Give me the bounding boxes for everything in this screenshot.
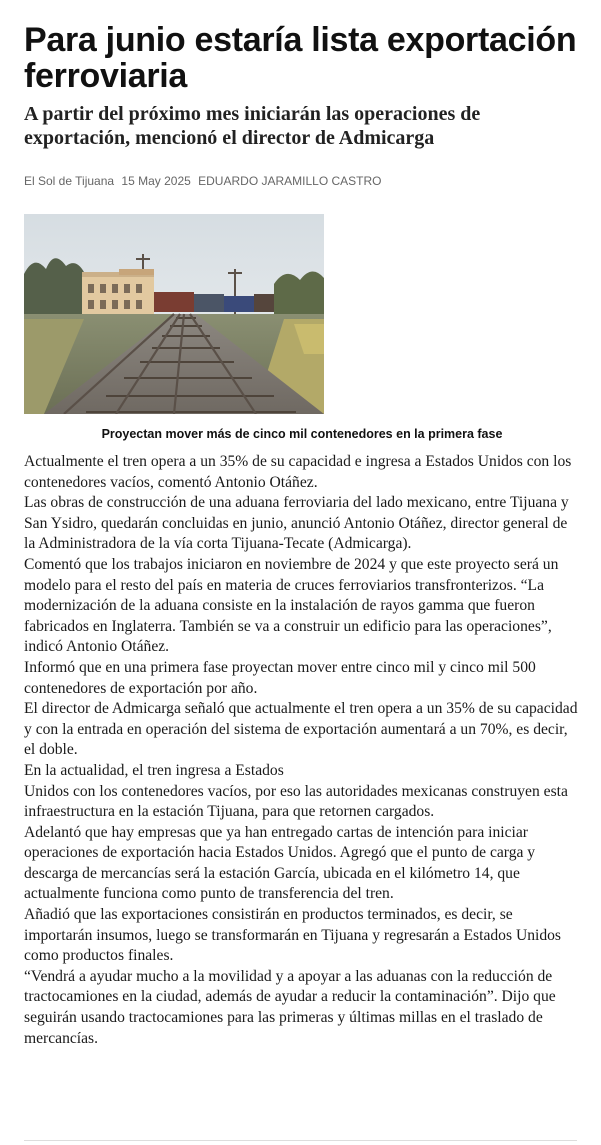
article-body [24,452,580,1049]
article-paragraph: “Vendrá a ayudar mucho a la movilidad y a apoyar a las aduanas con la reducción de tractocamiones en la ciudad, además de ayudar a reducir la contaminación”. Dijo que seguirán usando tractocamiones para las primeras y últimas millas en el traslado de mercancías. [24,967,556,1047]
article-paragraph: Adelantó que hay empresas que ya han entregado cartas de intención para iniciar operaciones de exportación hacia Estados Unidos. Agregó que el punto de carga y descarga de mercancías será la estación García, ubicada en el kilómetro 14, que actualmente funciona como punto de transferencia del tren. [24,823,536,903]
article-paragraph: El director de Admicarga señaló que actualmente el tren opera a un 35% de su capacidad y con la entrada en operación del sistema de exportación aumentará a un 70%, es decir, el doble. [24,700,578,759]
byline [24,174,382,188]
subheadline: A partir del próximo mes iniciarán las operaciones de exportación, mencionó el director de Admicarga [24,103,481,149]
byline-author: EDUARDO JARAMILLO CASTRO [198,174,382,188]
article-paragraph: Informó que en una primera fase proyectan mover entre cinco mil y cinco mil 500 contenedores de exportación por año. [24,658,536,697]
railway-tracks-photo [24,214,324,414]
article-paragraph: En la actualidad, el tren ingresa a Estados [24,761,284,779]
article-paragraph: Unidos con los contenedores vacíos, por eso las autoridades mexicanas construyen esta infraestructura en la estación Tijuana, para que retornen cargados. [24,782,568,821]
headline: Para junio estaría lista exportación ferroviaria [24,21,577,95]
article-paragraph: Añadió que las exportaciones consistirán en productos terminados, es decir, se importarán insumos, luego se transformarán en Tijuana y regresarán a Estados Unidos como productos finales. [24,906,561,965]
article-paragraph: Comentó que los trabajos iniciaron en noviembre de 2024 y que este proyecto será un modelo para el resto del país en materia de cruces ferroviarios transfronterizos. “La modernización de la aduana consiste en la instalación de rayos gamma que fueron fabricados en Inglaterra. También se va a construir un edificio para las operaciones”, indicó Antonio Otáñez. [24,555,559,656]
byline-date: 15 May 2025 [121,174,191,188]
bottom-divider [24,1140,577,1141]
article-figure [24,214,324,414]
byline-source: El Sol de Tijuana [24,174,115,188]
article-paragraph: Las obras de construcción de una aduana ferroviaria del lado mexicano, entre Tijuana y San Ysidro, quedarán concluidas en junio, anunció Antonio Otáñez, director general de la Administradora de la vía corta Tijuana-Tecate (Admicarga). [24,494,569,553]
photo-caption: Proyectan mover más de cinco mil contenedores en la primera fase [101,427,503,441]
article-paragraph: Actualmente el tren opera a un 35% de su capacidad e ingresa a Estados Unidos con los contenedores vacíos, comentó Antonio Otáñez. [24,453,572,491]
article [24,21,580,1047]
